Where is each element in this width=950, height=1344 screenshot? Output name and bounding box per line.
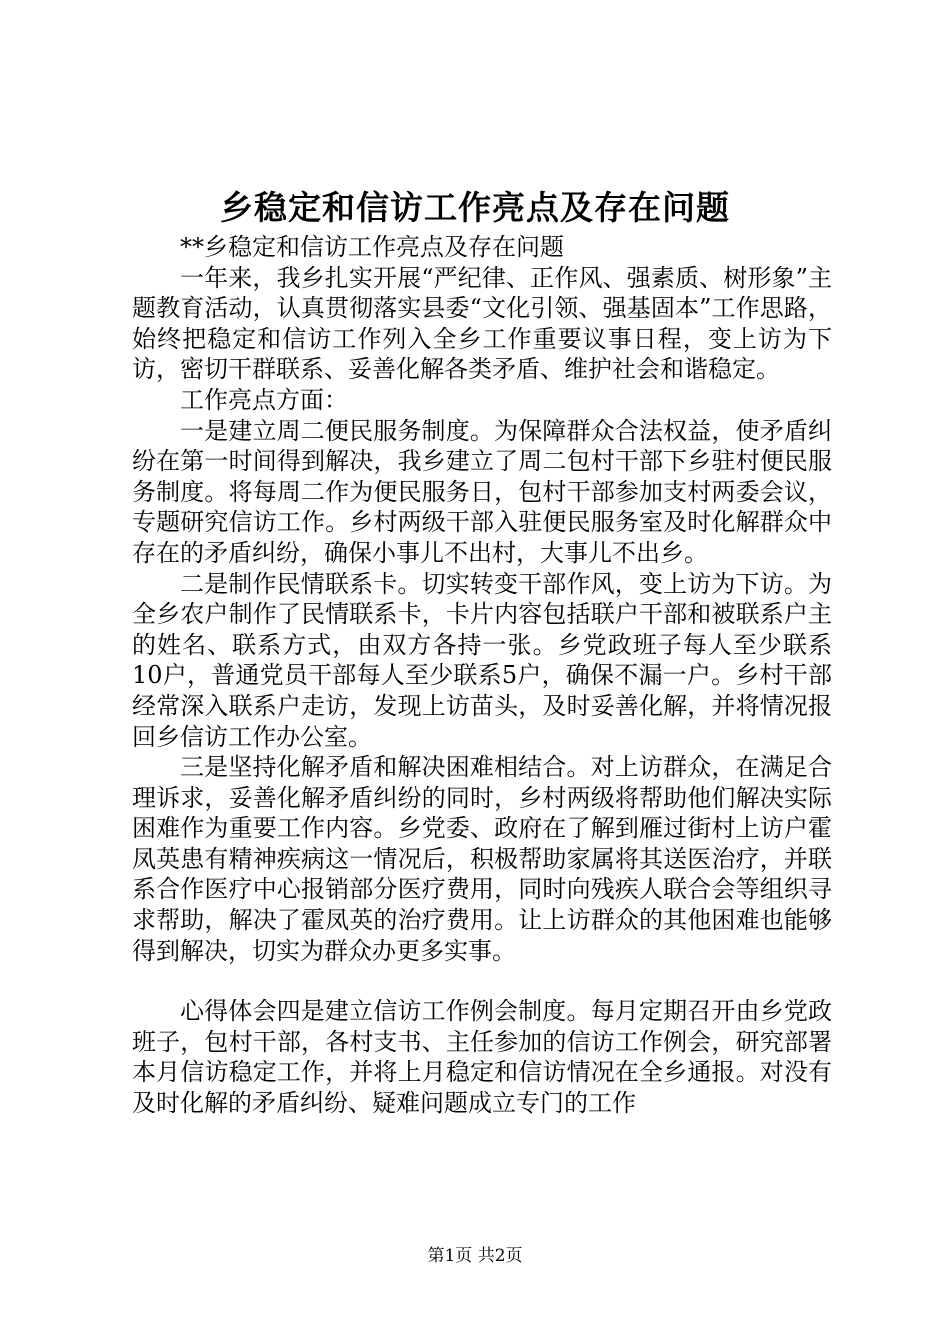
paragraph-point-two: 二是制作民情联系卡。切实转变干部作风，变上访为下访。为全乡农户制作了民情联系卡，卡片内容包括联户干部和被联系户主的姓名、联系方式，由双方各持一张。乡党政班子每人至少联系10户，普通党员干部每人至少联系5户，确保不漏一户。乡村干部经常深入联系户走访，发现上访苗头，及时妥善化解，并将情况报回乡信访工作办公室。	[132, 569, 832, 751]
paragraph-point-four: 心得体会四是建立信访工作例会制度。每月定期召开由乡党政班子，包村干部，各村支书、主任参加的信访工作例会，研究部署本月信访稳定工作，并将上月稳定和信访情况在全乡通报。对没有及时化解的矛盾纠纷、疑难问题成立专门的工作	[132, 997, 832, 1118]
paragraph-point-three: 三是坚持化解矛盾和解决困难相结合。对上访群众，在满足合理诉求，妥善化解矛盾纠纷的同时，乡村两级将帮助他们解决实际困难作为重要工作内容。乡党委、政府在了解到雁过街村上访户霍凤英患有精神疾病这一情况后，积极帮助家属将其送医治疗，并联系合作医疗中心报销部分医疗费用，同时向残疾人联合会等组织寻求帮助，解决了霍凤英的治疗费用。让上访群众的其他困难也能够得到解决，切实为群众办更多实事。	[132, 753, 832, 965]
paragraph-point-one: 一是建立周二便民服务制度。为保障群众合法权益，使矛盾纠纷在第一时间得到解决，我乡建立了周二包村干部下乡驻村便民服务制度。将每周二作为便民服务日，包村干部参加支村两委会议，专题研究信访工作。乡村两级干部入驻便民服务室及时化解群众中存在的矛盾纠纷，确保小事儿不出村，大事儿不出乡。	[132, 416, 832, 567]
paragraph-highlights-label: 工作亮点方面：	[180, 385, 348, 414]
document-body	[132, 232, 832, 1119]
paragraph-heading: **乡稳定和信访工作亮点及存在问题	[180, 233, 564, 261]
paragraph-intro: 一年来，我乡扎实开展“严纪律、正作风、强素质、树形象”主题教育活动，认真贯彻落实县委“文化引领、强基固本”工作思路，始终把稳定和信访工作列入全乡工作重要议事日程，变上访为下访，密切干群联系、妥善化解各类矛盾、维护社会和谐稳定。	[132, 263, 832, 384]
page-footer: 第1页 共2页	[427, 1246, 523, 1266]
document-title: 乡稳定和信访工作亮点及存在问题	[220, 188, 730, 227]
